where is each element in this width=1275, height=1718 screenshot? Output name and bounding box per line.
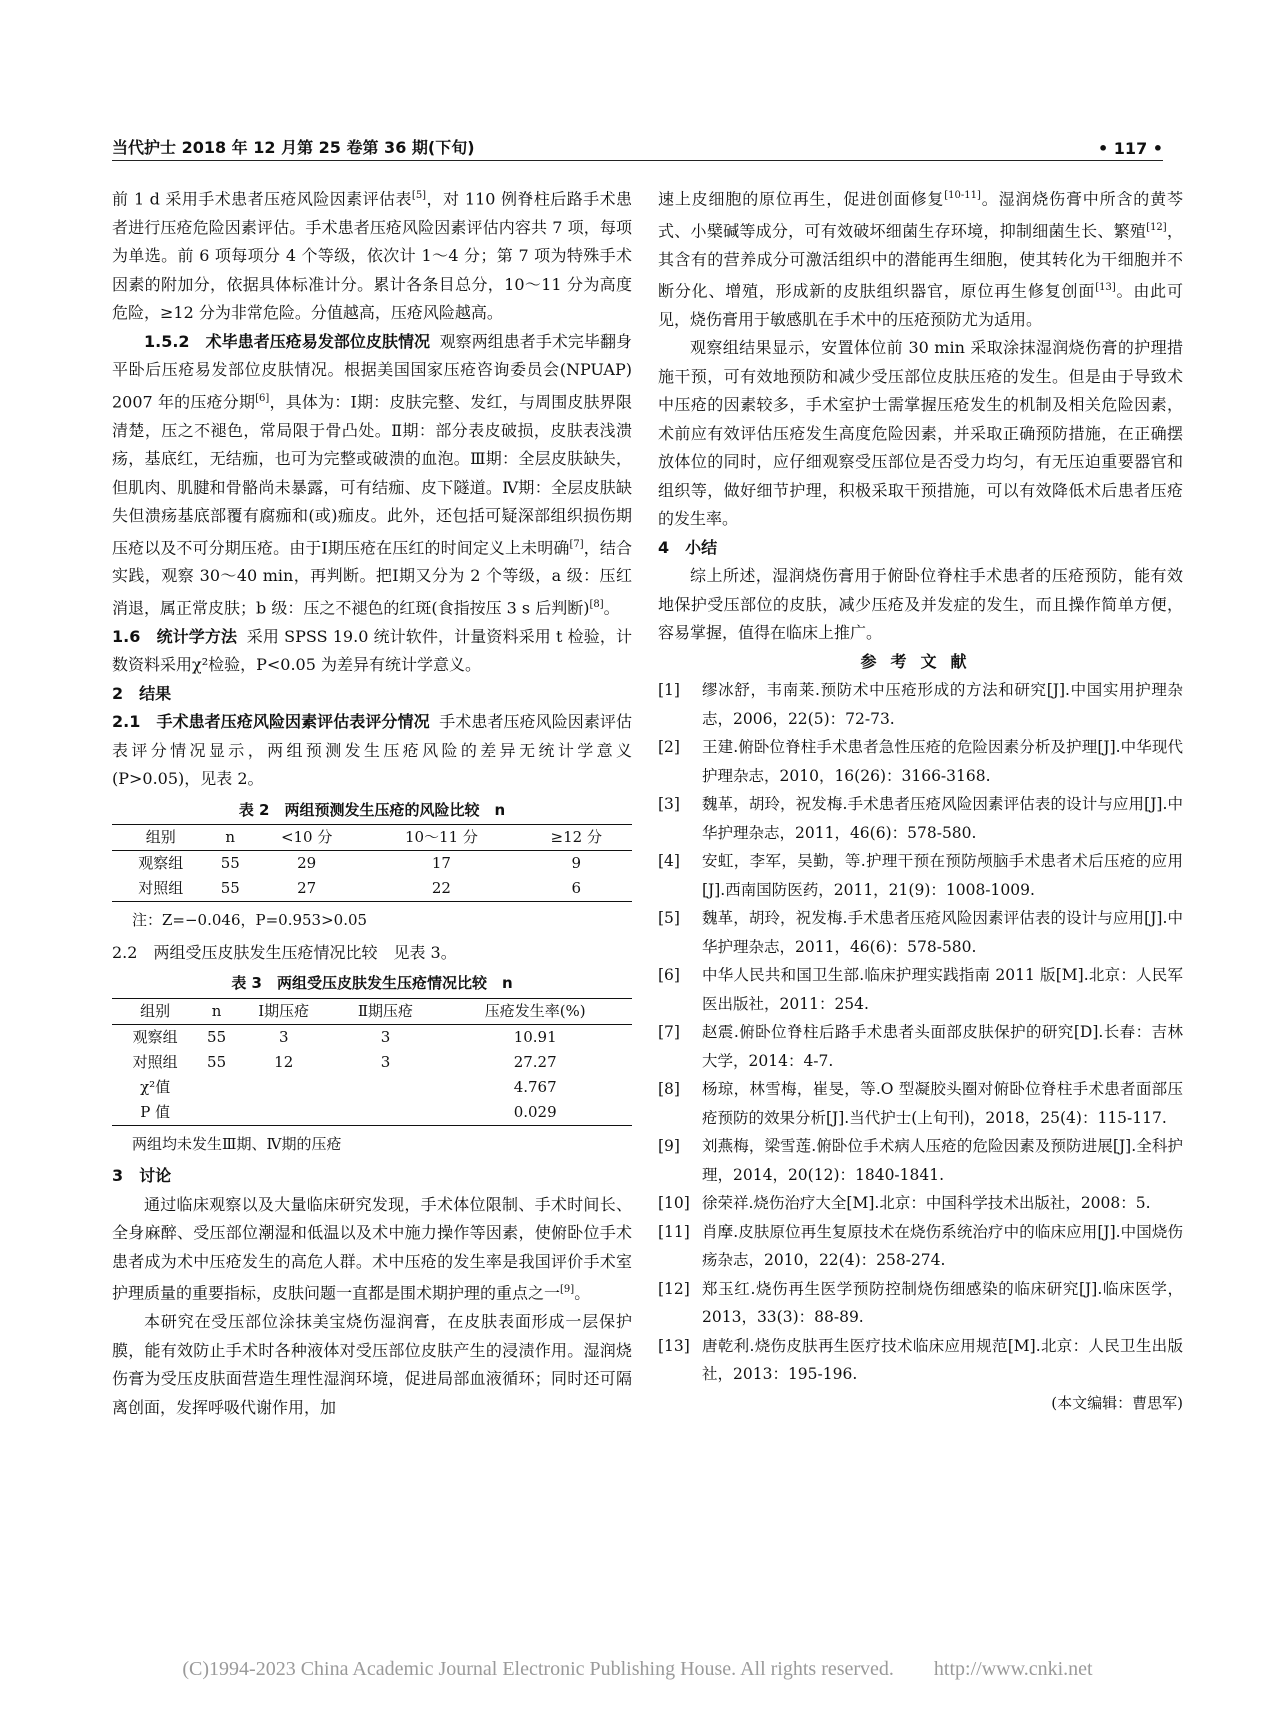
section-1-5-2: 1.5.2 术毕患者压疮易发部位皮肤情况 观察两组患者手术完毕翻身平卧后压疮易发部位皮肤情况。根据美国国家压疮咨询委员会(NPUAP) 2007 年的压疮分期[6]，具体为：Ⅰ期：皮肤完整、发红，与周围皮肤界限清楚，压之不褪色，常局限于骨凸处。Ⅱ期：部分表皮破损，皮肤表浅溃疡，基底红，无结痂，也可为完整或破溃的血泡。Ⅲ期：全层皮肤缺失，但肌肉、肌腱和骨骼尚未暴露，可有结痂、皮下隧道。Ⅳ期：全层皮肤缺失但溃疡基底部覆有腐痂和(或)痂皮。此外，还包括可疑深部组织损伤期压疮以及不可分期压疮。由于Ⅰ期压疮在压红的时间定义上未明确[7]，结合实践，观察 30～40 min，再判断。把Ⅰ期又分为 2 个等级，a 级：压红消退，属正常皮肤；b 级：压之不褪色的红斑(食指按压 3 s 后判断)[8]。 [112, 331, 632, 618]
table-header-cell: Ⅰ期压疮 [235, 998, 333, 1024]
reference-item: [8] 杨琼，林雪梅，崔旻，等.O 型凝胶头圈对俯卧位脊柱手术患者面部压疮预防的效果分析[J].当代护士(上旬刊)，2018，25(4)：115-117. [658, 1080, 1183, 1127]
reference-item: [4] 安虹，李军，吴勤，等.护理干预在预防颅脑手术患者术后压疮的应用[J].西南国防医药，2011，21(9)：1008-1009. [658, 852, 1183, 899]
editor-credit: (本文编辑：曹思军) [1051, 1393, 1183, 1412]
reference-item: [7] 赵震.俯卧位脊柱后路手术患者头面部皮肤保护的研究[D].长春：吉林大学，2014：4-7. [658, 1023, 1183, 1070]
paragraph-discussion-2: 本研究在受压部位涂抹美宝烧伤湿润膏，在皮肤表面形成一层保护膜，能有效防止手术时各种液体对受压部位皮肤产生的浸渍作用。湿润烧伤膏为受压皮肤面营造生理性湿润环境，促进局部血液循环；同时还可隔离创面，发挥呼吸代谢作用，加 [112, 1312, 632, 1417]
reference-item: [10] 徐荣祥.烧伤治疗大全[M].北京：中国科学技术出版社，2008：5. [658, 1194, 1151, 1213]
table-row: 观察组 55 3 3 10.91 [132, 1027, 557, 1046]
table-header-cell: 10～11 分 [362, 825, 520, 851]
table-row: 对照组 55 27 22 6 [112, 876, 632, 902]
references-heading: 参考文献 [860, 651, 981, 671]
section-2-1: 2.1 手术患者压疮风险因素评估表评分情况 手术患者压疮风险因素评估表评分情况显示，两组预测发生压疮风险的差异无统计学意义(P>0.05)，见表 2。 [112, 712, 632, 789]
table-3-note: 两组均未发生Ⅲ期、Ⅳ期的压疮 [132, 1134, 342, 1153]
reference-item: [12] 郑玉红.烧伤再生医学预防控制烧伤细感染的临床研究[J].临床医学，2013，33(3)：88-89. [658, 1279, 1183, 1327]
reference-item: [2] 王建.俯卧位脊柱手术患者急性压疮的危险因素分析及护理[J].中华现代护理杂志，2010，16(26)：3166-3168. [658, 738, 1183, 785]
running-header [112, 128, 1163, 158]
paragraph-discussion-1: 通过临床观察以及大量临床研究发现，手术体位限制、手术时间长、全身麻醉、受压部位潮湿和低温以及术中施力操作等因素，使俯卧位手术患者成为术中压疮发生的高危人群。术中压疮的发生率是我国评价手术室护理质量的重要指标，皮肤问题一直都是围术期护理的重点之一[9]。 [112, 1194, 632, 1303]
heading-results: 2 结果 [112, 683, 172, 703]
table-header-cell: n [210, 825, 251, 851]
page-number: • 117 • [1098, 139, 1163, 158]
header-rule [112, 160, 1163, 161]
paragraph-continued: 速上皮细胞的原位再生，促进创面修复[10-11]。湿润烧伤膏中所含的黄芩式、小檗碱等成分，可有效破坏细菌生存环境，抑制细菌生长、繁殖[12]，其含有的营养成分可激活组织中的潜能再生细胞，使其转化为干细胞并不断分化、增殖，形成新的皮肤组织器官，原位再生修复创面[13]。由此可见，烧伤膏用于敏感肌在手术中的压疮预防尤为适用。 [658, 189, 1183, 329]
reference-item: [1] 缪冰舒，韦南莱.预防术中压疮形成的方法和研究[J].中国实用护理杂志，2006，22(5)：72-73. [658, 681, 1183, 728]
table-header-cell: <10 分 [251, 825, 362, 851]
table-header-cell: 组别 [112, 998, 198, 1024]
table-row: χ²值 4.767 [140, 1077, 557, 1096]
table-3 [112, 998, 632, 1126]
journal-issue: 当代护士 2018 年 12 月第 25 卷第 36 期(下旬) [112, 138, 475, 157]
reference-item: [9] 刘燕梅，梁雪莲.俯卧位手术病人压疮的危险因素及预防进展[J].全科护理，2014，20(12)：1840-1841. [658, 1137, 1183, 1184]
table-row: 对照组 55 12 3 27.27 [132, 1052, 557, 1071]
reference-item: [5] 魏革，胡玲，祝发梅.手术患者压疮风险因素评估表的设计与应用[J].中华护理杂志，2011，46(6)：578-580. [658, 909, 1183, 956]
table-header-cell: 组别 [112, 825, 210, 851]
copyright-footer: (C)1994-2023 China Academic Journal Electronic Publishing House. All rights reserved. http://www.cnki.net [182, 1658, 1093, 1680]
table-header-cell: Ⅱ期压疮 [333, 998, 439, 1024]
reference-item: [11] 肖摩.皮肤原位再生复原技术在烧伤系统治疗中的临床应用[J].中国烧伤疡杂志，2010，22(4)：258-274. [658, 1222, 1183, 1270]
table-2 [112, 824, 632, 902]
table-2-note: 注：Z=−0.046，P=0.953>0.05 [132, 911, 368, 930]
paragraph-observation: 观察组结果显示，安置体位前 30 min 采取涂抹湿润烧伤膏的护理措施干预，可有效地预防和减少受压部位皮肤压疮的发生。但是由于导致术中压疮的因素较多，手术室护士需掌握压疮发生的机制及相关危险因素，术前应有效评估压疮发生高度危险因素，并采取正确预防措施，在正确摆放体位的同时，应仔细观察受压部位是否受力均匀，有无压迫重要器官和组织等，做好细节护理，积极采取干预措施，可以有效降低术后患者压疮的发生率。 [658, 338, 1183, 529]
table-2-caption: 表 2 两组预测发生压疮的风险比较 n [238, 800, 506, 819]
section-2-2: 2.2 两组受压皮肤发生压疮情况比较 见表 3。 [112, 942, 457, 962]
section-1-6: 1.6 统计学方法 采用 SPSS 19.0 统计软件，计量资料采用 t 检验，计数资料采用χ²检验，P<0.05 为差异有统计学意义。 [112, 626, 632, 675]
reference-item: [6] 中华人民共和国卫生部.临床护理实践指南 2011 版[M].北京：人民军医出版社，2011：254. [658, 966, 1183, 1013]
paragraph-summary: 综上所述，湿润烧伤膏用于俯卧位脊柱手术患者的压疮预防，能有效地保护受压部位的皮肤，减少压疮及并发症的发生，而且操作简单方便，容易掌握，值得在临床上推广。 [658, 566, 1183, 643]
reference-item: [3] 魏革，胡玲，祝发梅.手术患者压疮风险因素评估表的设计与应用[J].中华护理杂志，2011，46(6)：578-580. [658, 795, 1183, 842]
table-row: 观察组 55 29 17 9 [138, 854, 582, 873]
table-row: P 值 0.029 [112, 1100, 632, 1126]
left-column [112, 182, 632, 1422]
heading-discussion: 3 讨论 [112, 1166, 172, 1186]
table-header-cell: ≥12 分 [520, 825, 632, 851]
table-header-cell: 压疮发生率(%) [438, 998, 632, 1024]
reference-list [658, 676, 1183, 1389]
table-3-caption: 表 3 两组受压皮肤发生压疮情况比较 n [231, 974, 513, 993]
table-header-cell: n [198, 998, 235, 1024]
right-column [658, 182, 1183, 1417]
paragraph-assessment: 前 1 d 采用手术患者压疮风险因素评估表[5]，对 110 例脊柱后路手术患者进行压疮危险因素评估。手术患者压疮风险因素评估内容共 7 项，每项为单选。前 6 项每项分 4 个等级，依次计 1～4 分；第 7 项为特殊手术因素的附加分，依据具体标准计分。累计各条目总分，10～11 分为高度危险，≥12 分为非常危险。分值越高，压疮风险越高。 [112, 189, 633, 323]
heading-summary: 4 小结 [658, 537, 718, 557]
reference-item: [13] 唐乾利.烧伤皮肤再生医疗技术临床应用规范[M].北京：人民卫生出版社，2013：195-196. [658, 1336, 1183, 1384]
